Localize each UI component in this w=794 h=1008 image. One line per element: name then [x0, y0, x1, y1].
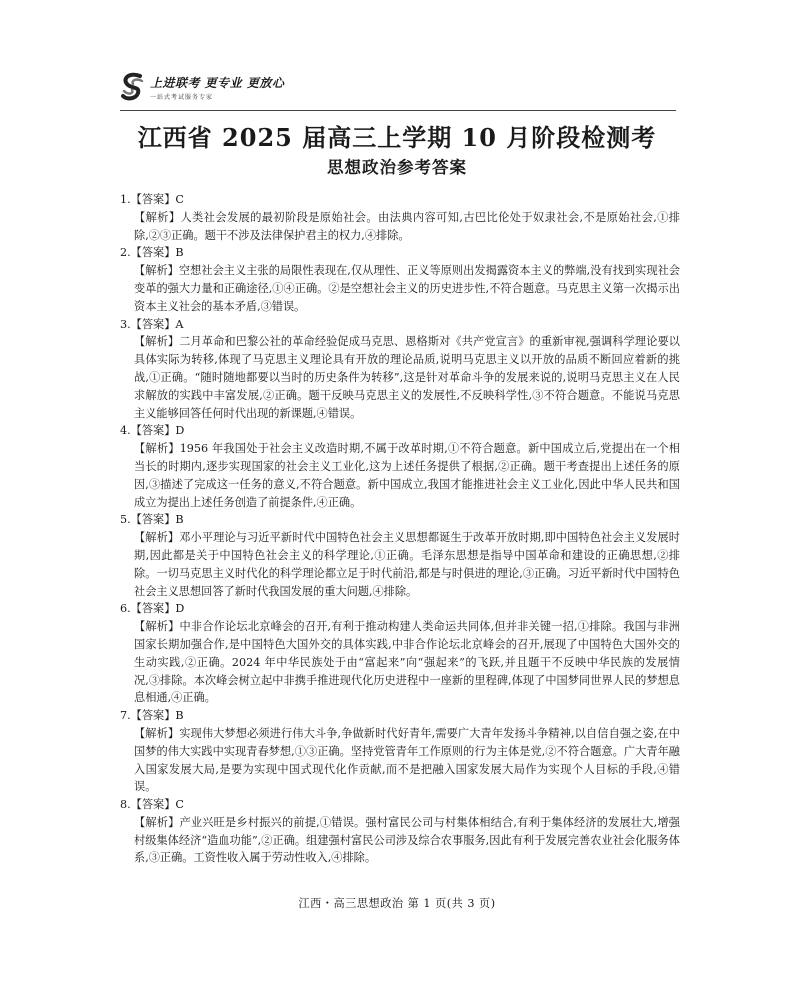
brand-subslogan: 一站式考试服务专家: [150, 93, 214, 101]
answer-analysis: 【解析】产业兴旺是乡村振兴的前提,①错误。强村富民公司与村集体相结合,有利于集体经济的发展壮大,增强村级集体经济“造血功能”,②正确。组建强村富民公司涉及综合农事服务,因此有利于发展完善农业社会化服务体系,③正确。工资性收入属于劳动性收入,④排除。: [134, 815, 680, 865]
answer-key: 6.【答案】D: [120, 602, 185, 616]
answer-analysis: 【解析】邓小平理论与习近平新时代中国特色社会主义思想都诞生于改革开放时期,即中国特色社会主义发展时期,因此都是关于中国特色社会主义的科学理论,①正确。毛泽东思想是指导中国革命和建设的正确思想,②排除。一切马克思主义时代化的科学理论都立足于时代前沿,都是与时俱进的理论,③正确。习近平新时代中国特色社会主义思想回答了新时代我国发展的重大问题,④排除。: [134, 531, 680, 598]
answer-key: 5.【答案】B: [120, 513, 184, 527]
answer-key: 8.【答案】C: [120, 798, 184, 812]
answer-item-7: [120, 707, 680, 796]
answer-item-1: [120, 191, 680, 244]
answer-analysis: 【解析】1956 年我国处于社会主义改造时期,不属于改革时期,①不符合题意。新中国成立后,党提出在一个相当长的时期内,逐步实现国家的社会主义工业化,这为上述任务提供了根据,②正确。题干考查提出上述任务的原因,③描述了完成这一任务的意义,不符合题意。新中国成立,我国才能推进社会主义工业化,因此中华人民共和国成立为提出上述任务创造了前提条件,④正确。: [134, 442, 680, 509]
answer-analysis: 【解析】实现伟大梦想必须进行伟大斗争,争做新时代好青年,需要广大青年发扬斗争精神,以自信自强之姿,在中国梦的伟大实践中实现青春梦想,①③正确。坚持党管青年工作原则的行为主体是党,②不符合题意。广大青年融入国家发展大局,是要为实现中国式现代化作贡献,而不是把融入国家发展大局作为实现个人目标的手段,④错误。: [134, 726, 680, 794]
answer-key: 7.【答案】B: [120, 709, 184, 723]
page-footer: 江西・高三思想政治 第 1 页(共 3 页): [298, 897, 496, 910]
answer-key: 3.【答案】A: [120, 317, 184, 331]
answer-analysis: 【解析】空想社会主义主张的局限性表现在,仅从理性、正义等原则出发揭露资本主义的弊端,没有找到实现社会变革的强大力量和正确途径,①④正确。②是空想社会主义的历史进步性,不符合题意。马克思主义第一次揭示出资本主义社会的基本矛盾,③错误。: [134, 264, 680, 313]
answer-analysis: 【解析】人类社会发展的最初阶段是原始社会。由法典内容可知,古巴比伦处于奴隶社会,不是原始社会,①排除,②③正确。题干不涉及法律保护君主的权力,④排除。: [134, 210, 680, 242]
answer-analysis: 【解析】二月革命和巴黎公社的革命经验促成马克思、恩格斯对《共产党宣言》的重新审视,强调科学理论要以具体实际为转移,体现了马克思主义理论具有开放的理论品质,说明马克思主义以开放的品质不断回应着新的挑战,①正确。“随时随地都要以当时的历史条件为转移”,这是针对革命斗争的发展来说的,说明马克思主义在人民求解放的实践中丰富发展,②正确。题干反映马克思主义的发展性,不反映科学性,③不符合题意。不能说马克思主义能够回答任何时代出现的新课题,④错误。: [134, 335, 680, 420]
header-logo: [120, 72, 284, 102]
document-title: 江西省 2025 届高三上学期 10 月阶段检测考: [137, 123, 657, 152]
answer-item-3: [120, 316, 680, 423]
answer-key: 2.【答案】B: [120, 246, 184, 260]
answer-item-5: [120, 511, 680, 600]
swirl-s-logo-icon: [120, 72, 146, 102]
answer-item-6: [120, 600, 680, 707]
answer-analysis: 【解析】中非合作论坛北京峰会的召开,有利于推动构建人类命运共同体,但并非关键一招,①排除。我国与非洲国家长期加强合作,是中国特色大国外交的具体实践,中非合作论坛北京峰会的召开,展现了中国特色大国外交的生动实践,②正确。2024 年中华民族处于由“富起来”向“强起来”的飞跃,并且题干不反映中华民族的发展情况,③排除。本次峰会树立起中非携手推进现代化历史进程中一座新的里程碑,体现了中国梦同世界人民的梦想息息相通,④正确。: [134, 620, 680, 705]
header-divider: [120, 110, 676, 111]
brand-slogan: 上进联考 更专业 更放心: [150, 75, 285, 90]
answer-list: [120, 191, 680, 867]
document-subtitle: 思想政治参考答案: [327, 158, 467, 177]
answer-key: 1.【答案】C: [120, 193, 184, 206]
answer-item-4: [120, 422, 680, 511]
answer-key: 4.【答案】D: [120, 424, 185, 438]
answer-item-2: [120, 244, 680, 315]
answer-item-8: [120, 796, 680, 867]
